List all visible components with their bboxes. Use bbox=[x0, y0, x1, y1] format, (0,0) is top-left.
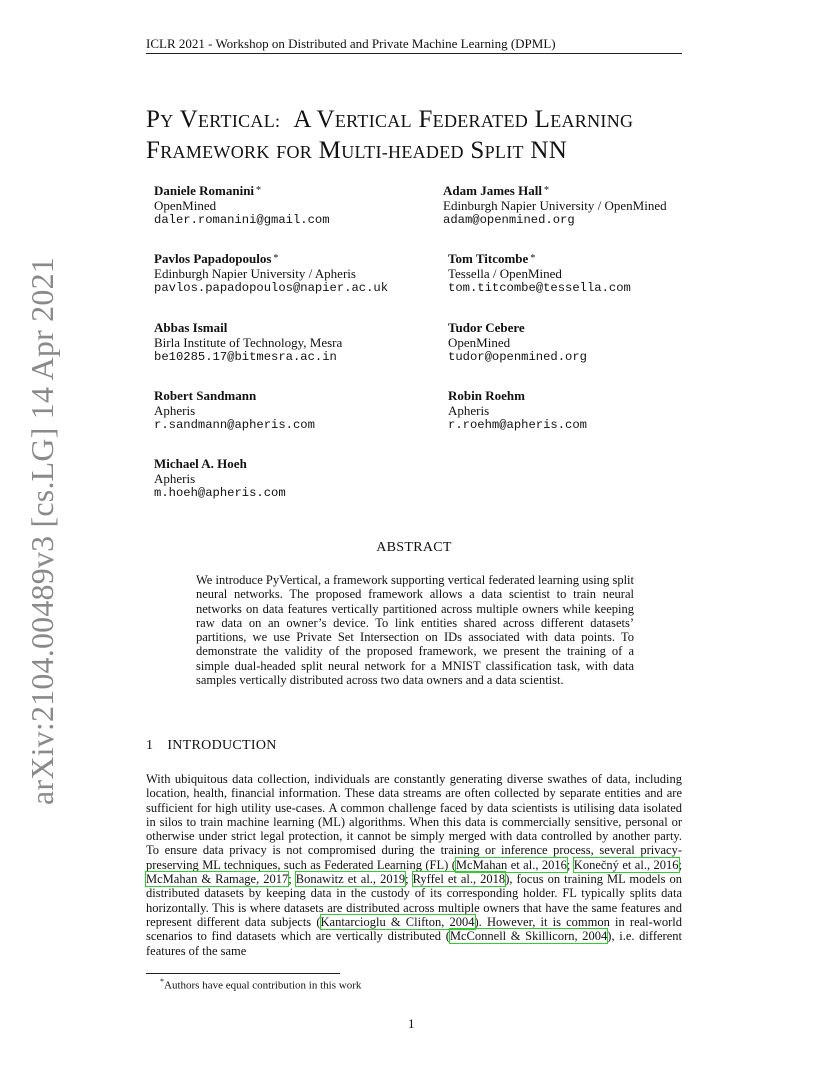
author-block bbox=[448, 320, 748, 365]
title-cap: S bbox=[470, 137, 485, 164]
intro-text: ; bbox=[405, 872, 413, 887]
author-email[interactable]: r.roehm@apheris.com bbox=[448, 418, 587, 432]
title-line-2 bbox=[146, 136, 633, 167]
title-cap: L bbox=[534, 106, 551, 133]
equal-contribution-mark: * bbox=[530, 253, 536, 264]
author-email[interactable]: be10285.17@bitmesra.ac.in bbox=[154, 350, 337, 364]
introduction-paragraph bbox=[146, 772, 682, 958]
title-word bbox=[530, 137, 567, 164]
author-block bbox=[443, 183, 743, 228]
author-name-text: Robin Roehm bbox=[448, 388, 525, 403]
author-block bbox=[154, 320, 454, 365]
citation-link[interactable]: Ryffel et al., 2018 bbox=[412, 872, 506, 887]
title-smallcaps: EARNING bbox=[550, 111, 634, 131]
author-name-text: Tom Titcombe bbox=[448, 251, 529, 266]
equal-contribution-mark: * bbox=[543, 185, 549, 196]
author-email[interactable]: pavlos.papadopoulos@napier.ac.uk bbox=[154, 281, 389, 295]
citation-link[interactable]: McConnell & Skillicorn, 2004 bbox=[449, 929, 608, 944]
title-smallcaps: EDERATED bbox=[432, 111, 529, 131]
title-smallcaps: Y bbox=[160, 111, 174, 131]
title-word bbox=[418, 106, 528, 133]
author-name bbox=[448, 251, 748, 266]
citation-link[interactable]: Konečný et al., 2016 bbox=[573, 857, 679, 872]
title-word bbox=[146, 137, 270, 164]
paper-title bbox=[146, 105, 633, 167]
title-word bbox=[317, 106, 412, 133]
author-name bbox=[154, 320, 454, 335]
intro-text: ; bbox=[288, 872, 296, 887]
title-word bbox=[146, 106, 174, 133]
author-name bbox=[154, 388, 454, 403]
abstract-text: We introduce PyVertical, a framework supporting vertical federated learning using split neural networks. The proposed framework allows a data scientist to train neural networks on data features vertically partitioned across multiple owners while keeping raw data on an owner’s device. To link entities shared across different datasets’ partitions, we use Private Set Intersection on IDs associated with data points. To demonstrate the validity of the proposed framework, we present the training of a simple dual-headed split neural network for a MNIST classification task, with data samples vertically distributed across two data owners and a data scientist. bbox=[196, 573, 634, 688]
author-block bbox=[154, 183, 454, 228]
author-name bbox=[154, 456, 454, 471]
author-name-text: Abbas Ismail bbox=[154, 320, 228, 335]
title-smallcaps: ERTICAL: bbox=[198, 111, 281, 131]
author-email[interactable]: m.hoeh@apheris.com bbox=[154, 486, 286, 500]
abstract-heading: ABSTRACT bbox=[376, 540, 452, 555]
author-affiliation: Birla Institute of Technology, Mesra bbox=[154, 335, 343, 350]
title-cap: F bbox=[146, 137, 161, 164]
title-cap: A bbox=[293, 106, 311, 133]
author-name-text: Adam James Hall bbox=[443, 183, 542, 198]
title-word bbox=[535, 106, 634, 133]
citation-link[interactable]: Bonawitz et al., 2019 bbox=[295, 872, 406, 887]
author-email[interactable]: daler.romanini@gmail.com bbox=[154, 213, 330, 227]
author-affiliation: OpenMined bbox=[448, 335, 511, 350]
citation-link[interactable]: Kantarcioglu & Clifton, 2004 bbox=[320, 914, 475, 929]
header-rule bbox=[146, 53, 682, 54]
intro-text: ), focus on training ML models on distributed datasets by keeping data in the custody of its corresponding holder. FL typically splits data horizontally. This is where datasets are distributed across multiple owners that have the same features and represent different data subjects ( bbox=[146, 872, 683, 929]
title-cap: V bbox=[316, 106, 335, 133]
page-number: 1 bbox=[408, 1016, 415, 1031]
title-word bbox=[293, 106, 310, 133]
intro-text: ). However, it is common in real-world scenarios to find datasets which are vertically distributed ( bbox=[146, 914, 682, 944]
title-smallcaps: PLIT bbox=[484, 142, 524, 162]
footnote-text: Authors have equal contribution in this work bbox=[164, 979, 362, 992]
author-name-text: Tudor Cebere bbox=[448, 320, 525, 335]
author-email[interactable]: tom.titcombe@tessella.com bbox=[448, 281, 631, 295]
author-email[interactable]: r.sandmann@apheris.com bbox=[154, 418, 315, 432]
title-word bbox=[276, 137, 312, 164]
equal-contribution-mark: * bbox=[273, 253, 279, 264]
title-cap: P bbox=[146, 106, 161, 133]
citation-link[interactable]: McMahan & Ramage, 2017 bbox=[146, 872, 289, 887]
footnote-mark: * bbox=[160, 977, 164, 986]
title-cap: NN bbox=[530, 137, 568, 164]
running-header: ICLR 2021 - Workshop on Distributed and Private Machine Learning (DPML) bbox=[146, 36, 556, 51]
intro-text: ; bbox=[566, 857, 574, 872]
author-name-text: Michael A. Hoeh bbox=[154, 456, 247, 471]
author-block bbox=[448, 388, 748, 433]
equal-contribution-mark: * bbox=[256, 185, 262, 196]
section-title: INTRODUCTION bbox=[167, 738, 277, 753]
author-block bbox=[448, 251, 748, 296]
intro-text: With ubiquitous data collection, individuals are constantly generating diverse swathes of data, including location, health, financial information. These data streams are often collected by separate entities and are sufficient for high utility use-cases. A common challenge faced by data scientists is utilising data isolated in silos to train machine learning (ML) algorithms. When this data is commercially sensitive, personal or otherwise under strict legal protection, it cannot be simply merged with data controlled by another party. To ensure data privacy is not compromised during the training or inference process, several privacy-preserving ML techniques, such as Federated Learning (FL) ( bbox=[146, 772, 682, 872]
title-smallcaps: FOR bbox=[276, 142, 313, 162]
author-name bbox=[154, 251, 454, 266]
author-name-text: Pavlos Papadopoulos bbox=[154, 251, 272, 266]
intro-text: ; bbox=[678, 857, 682, 872]
intro-text: ), i.e. different features of the same bbox=[146, 929, 682, 958]
author-affiliation: OpenMined bbox=[154, 198, 217, 213]
author-name-text: Daniele Romanini bbox=[154, 183, 255, 198]
title-cap: M bbox=[318, 137, 342, 164]
author-name bbox=[154, 183, 454, 198]
arxiv-watermark: arXiv:2104.00489v3 [cs.LG] 14 Apr 2021 bbox=[24, 257, 60, 805]
author-affiliation: Apheris bbox=[448, 403, 490, 418]
section-heading bbox=[146, 738, 277, 754]
author-block bbox=[154, 251, 454, 296]
author-block bbox=[154, 388, 454, 433]
section-number: 1 bbox=[146, 738, 154, 753]
title-line-1 bbox=[146, 105, 633, 136]
author-name-text: Robert Sandmann bbox=[154, 388, 257, 403]
title-word bbox=[319, 137, 464, 164]
author-email[interactable]: tudor@openmined.org bbox=[448, 350, 587, 364]
footnote-rule bbox=[146, 973, 340, 974]
title-cap: V bbox=[179, 106, 198, 133]
title-smallcaps: ERTICAL bbox=[334, 111, 412, 131]
author-affiliation: Apheris bbox=[154, 471, 196, 486]
title-word bbox=[470, 137, 523, 164]
footnote bbox=[160, 977, 361, 992]
author-name bbox=[448, 320, 748, 335]
title-cap: F bbox=[418, 106, 433, 133]
author-affiliation: Apheris bbox=[154, 403, 196, 418]
citation-link[interactable]: McMahan et al., 2016 bbox=[455, 857, 567, 872]
author-affiliation: Tessella / OpenMined bbox=[448, 266, 562, 281]
title-smallcaps: ULTI-HEADED bbox=[341, 142, 464, 162]
author-name bbox=[443, 183, 743, 198]
author-block bbox=[154, 456, 454, 501]
title-word bbox=[180, 106, 281, 133]
author-email[interactable]: adam@openmined.org bbox=[443, 213, 575, 227]
author-name bbox=[448, 388, 748, 403]
author-affiliation: Edinburgh Napier University / OpenMined bbox=[443, 198, 667, 213]
title-smallcaps: RAMEWORK bbox=[160, 142, 270, 162]
author-affiliation: Edinburgh Napier University / Apheris bbox=[154, 266, 356, 281]
